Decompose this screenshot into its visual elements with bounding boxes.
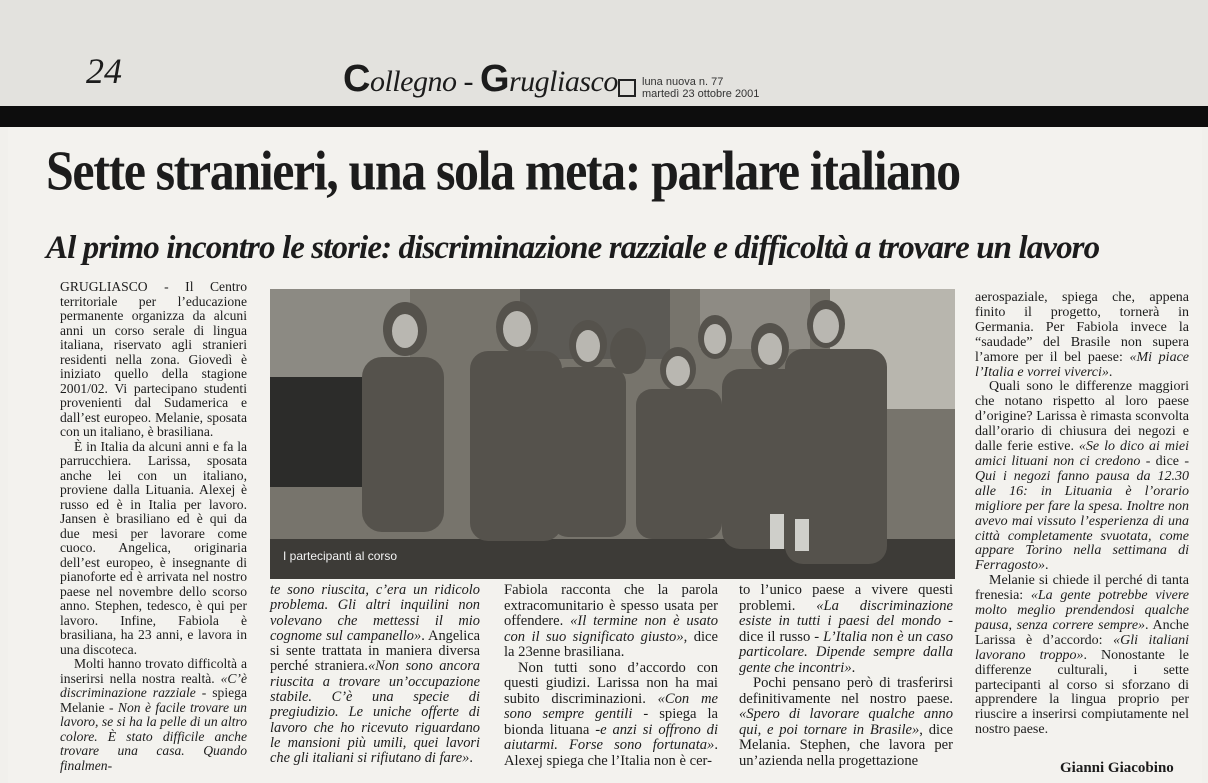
quote-run: «Non sono ancora riuscita a trovare un’occupazione stabile. C’è una specie di pregiudizio. Le uniche offerte di lavoro che ho ricevuto riguardano le mansioni più umili, quei lavori che gli italiani si rifiutano di fare»	[270, 658, 480, 767]
text-run: .	[469, 750, 473, 767]
article-column-1	[60, 280, 247, 773]
text-run: , dice Melania. Stephen, che lavora per un’azienda nella progettazione	[739, 721, 953, 769]
quote-run: «C’è discriminazione razziale	[60, 670, 247, 700]
paragraph: È in Italia da alcuni anni e fa la parrucchiera. Larissa, sposata anche lei con un italiano, proviene dalla Lituania. Alexej è russo ed è in Italia per lavoro. Jansen è brasiliano ed è qui da due mesi per lavorare come cuoco. Angelica, originaria dell’est europeo, è insegnante di pianoforte ed è arrivata nel nostro paese nel novembre dello scorso anno. Stephen, tedesco, è qui per lavoro. Infine, Fabiola è brasiliana, ha 23 anni, e lavora in una discoteca.	[60, 438, 247, 657]
text-run: , dice la 23enne brasiliana.	[504, 628, 718, 660]
paragraph	[270, 583, 480, 767]
text-run: .	[851, 659, 856, 676]
paragraph	[739, 583, 953, 676]
text-run: to l’unico paese a vivere questi problemi.	[739, 582, 953, 614]
text-run: Non tutti sono d’accordo con questi giudizi. Larissa non ha mai subito discriminazioni.	[504, 659, 718, 707]
text-run: Fabiola racconta che la parola extracomunitario è spesso usata per offendere.	[504, 582, 718, 629]
quote-run: «Se lo dico ai miei amici lituani non ci credono	[975, 439, 1189, 469]
paragraph	[60, 657, 247, 773]
text-run: Molti hanno trovato difficoltà a inserirsi nella nostra realtà.	[60, 656, 247, 686]
text-run: Quali sono le differenze maggiori che notano rispetto al loro paese d’origine? Larissa è rimasta sconvolta dall’orario di chiusura dei negozi e dalle ferie estive.	[975, 379, 1189, 455]
quote-run: «La discriminazione esiste in tutti i paesi del mondo	[739, 597, 953, 629]
quote-run: L’Italia non è un caso particolare. Dipende sempre dalla gente che incontri»	[739, 628, 954, 676]
quote-run: Non è facile trovare un lavoro, se si ha la pelle di un altro colore. È stato difficile anche trovare una casa. Quando finalmen-	[60, 699, 247, 773]
quote-run: e anzi si offrono di aiutarmi. Forse sono fortunata»	[504, 721, 719, 753]
quote-run: «Spero di lavorare qualche anno qui, e poi tornare in Brasile»	[739, 706, 953, 738]
issue-date: martedì 23 ottobre 2001	[642, 88, 760, 100]
byline: Gianni Giacobino	[1060, 760, 1174, 776]
paragraph: GRUGLIASCO - Il Centro territoriale per l’educazione permanente organizza da alcuni anni un corso serale di lingua italiana, riservato agli stranieri residenti nella zona. Giovedì è iniziato quello della stagione 2001/02. Vi partecipano studenti provenienti dal Sudamerica e dall’est europeo. Melanie, sposata con un italiano, è brasiliana.	[60, 279, 247, 439]
photo-caption: I partecipanti al corso	[283, 549, 398, 563]
black-rule	[0, 106, 1208, 127]
paragraph	[975, 291, 1189, 380]
paragraph	[739, 676, 953, 769]
issue-number: luna nuova n. 77	[642, 76, 724, 88]
quote-run: «Gli italiani lavorano troppo»	[975, 632, 1190, 663]
text-run: - spiega Melanie -	[60, 685, 247, 715]
group-photo	[270, 289, 955, 579]
issue-info	[642, 76, 759, 100]
paragraph	[504, 583, 718, 661]
subheadline: Al primo incontro le storie: discriminazione razziale e difficoltà a trovare un lavoro	[46, 230, 1100, 266]
masthead-initial-c: C	[343, 58, 370, 100]
quote-run: te sono riuscita, c’era un ridicolo problema. Gli altri inquilini non volevano che mettessi il mio cognome sul campanello»	[270, 582, 480, 644]
square-icon	[618, 79, 636, 97]
text-run: - dice -	[1140, 453, 1189, 469]
article-column-5	[975, 291, 1189, 738]
headline: Sette stranieri, una sola meta: parlare italiano	[46, 139, 960, 202]
text-run: .	[1108, 364, 1113, 380]
text-run: . Nonostante le differenze culturali, i sette partecipanti al corso si sforzano di apprendere la lingua proprio per riuscire a inserirsi compiutamente nel nostro paese.	[975, 647, 1190, 738]
masthead-collegno: ollegno -	[369, 65, 480, 98]
text-run: - dice il russo -	[739, 613, 953, 645]
text-run: Melanie si chiede il perché di tanta frenesia:	[975, 573, 1189, 604]
quote-run: «Mi piace l’Italia e vorrei viverci»	[975, 349, 1189, 380]
masthead-initial-g: G	[479, 58, 509, 100]
text-run: .	[1045, 558, 1049, 574]
text-run: Pochi pensano però di trasferirsi definitivamente nel nostro paese.	[739, 675, 953, 707]
masthead	[343, 58, 618, 101]
quote-run: «Con me sono sempre gentili	[504, 690, 718, 722]
paragraph	[975, 574, 1189, 738]
text-run: . Anche Larissa è d’accordo:	[975, 617, 1189, 648]
quote-run: Qui i negozi fanno pausa da 12.30 alle 16: in Lituania è l’orario migliore per fare la spesa. Inoltre non avevo mai vissuto l’esperienza di una città completamente svuotata, come appare Torino nella settimana di Ferragosto»	[975, 468, 1189, 574]
page-number: 24	[86, 51, 122, 91]
text-run: aerospaziale, spiega che, appena finito il progetto, tornerà in Germania. Per Fabiola invece la “saudade” del Brasile non supera l’amore per il bel paese:	[975, 290, 1189, 365]
quote-run: «Il termine non è usato con il suo significato giusto»	[504, 613, 718, 645]
text-run: . Alexej spiega che l’Italia non è cer-	[504, 737, 718, 769]
article-column-4	[739, 583, 953, 769]
quote-run: «La gente potrebbe vivere molto meglio prendendosi qualche pausa, senza correre sempre»	[975, 588, 1189, 633]
masthead-grugliasco: rugliasco	[509, 65, 618, 98]
paragraph	[504, 661, 718, 770]
text-run: - spiega la bionda lituana -	[504, 706, 719, 738]
text-run: . Angelica si sente trattata in maniera diversa perché straniera.	[270, 627, 481, 675]
paragraph	[975, 380, 1189, 574]
article-column-3	[504, 583, 718, 769]
article-column-2	[270, 583, 480, 767]
